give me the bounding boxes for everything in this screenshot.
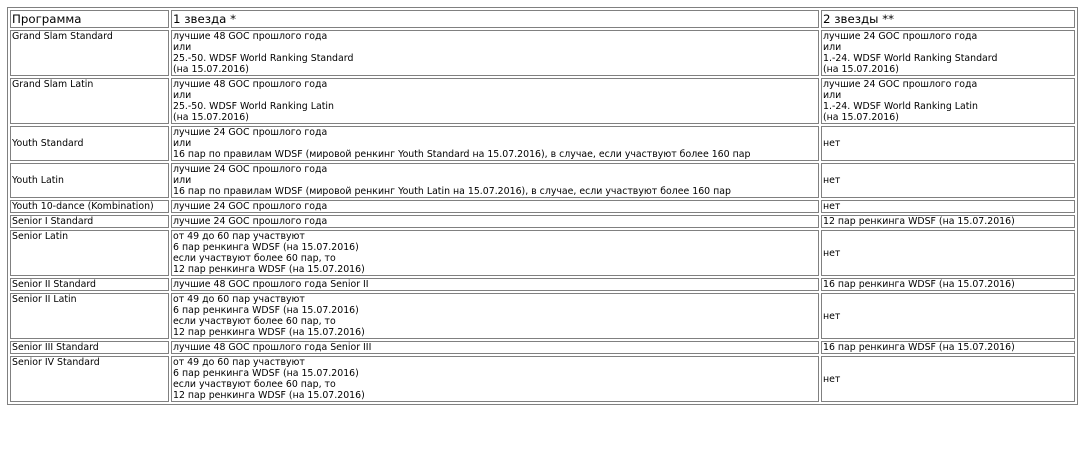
one-star-cell — [171, 30, 819, 76]
program-cell: Senior III Standard — [10, 341, 169, 354]
one-star-line: (на 15.07.2016) — [173, 112, 249, 123]
one-star-cell — [171, 78, 819, 124]
two-stars-line: нет — [823, 201, 841, 212]
one-star-line: 25.-50. WDSF World Ranking Standard — [173, 53, 354, 64]
program-cell: Senior II Standard — [10, 278, 169, 291]
two-stars-cell — [821, 230, 1075, 276]
program-cell: Youth 10-dance (Kombination) — [10, 200, 169, 213]
one-star-cell — [171, 356, 819, 402]
header-program: Программа — [10, 10, 169, 28]
table-row — [10, 126, 1075, 161]
one-star-cell — [171, 200, 819, 213]
one-star-cell — [171, 230, 819, 276]
two-stars-line: 16 пар ренкинга WDSF (на 15.07.2016) — [823, 279, 1015, 290]
two-stars-line: 16 пар ренкинга WDSF (на 15.07.2016) — [823, 342, 1015, 353]
one-star-cell — [171, 126, 819, 161]
one-star-line: или — [173, 90, 192, 101]
header-two-stars: 2 звезды ** — [821, 10, 1075, 28]
one-star-line: 6 пар ренкинга WDSF (на 15.07.2016) — [173, 242, 359, 253]
header-row — [10, 10, 1075, 28]
one-star-line: 12 пар ренкинга WDSF (на 15.07.2016) — [173, 390, 365, 401]
one-star-line: лучшие 24 GOC прошлого года — [173, 164, 328, 175]
two-stars-cell — [821, 126, 1075, 161]
table-row — [10, 78, 1075, 124]
one-star-line: 12 пар ренкинга WDSF (на 15.07.2016) — [173, 327, 365, 338]
two-stars-line: или — [823, 90, 842, 101]
program-cell: Youth Latin — [10, 163, 169, 198]
two-stars-line: нет — [823, 310, 841, 322]
table-row — [10, 356, 1075, 402]
one-star-cell — [171, 163, 819, 198]
one-star-line: если участвуют более 60 пар, то — [173, 316, 336, 327]
one-star-cell — [171, 215, 819, 228]
one-star-cell — [171, 278, 819, 291]
table-row — [10, 215, 1075, 228]
two-stars-line: лучшие 24 GOC прошлого года — [823, 31, 978, 42]
two-stars-cell — [821, 215, 1075, 228]
one-star-line: 6 пар ренкинга WDSF (на 15.07.2016) — [173, 305, 359, 316]
program-cell: Grand Slam Standard — [10, 30, 169, 76]
one-star-line: если участвуют более 60 пар, то — [173, 253, 336, 264]
one-star-line: лучшие 24 GOC прошлого года — [173, 201, 328, 212]
program-cell: Senior II Latin — [10, 293, 169, 339]
two-stars-line: (на 15.07.2016) — [823, 112, 899, 123]
one-star-line: лучшие 48 GOC прошлого года — [173, 79, 328, 90]
one-star-line: (на 15.07.2016) — [173, 64, 249, 75]
table-row — [10, 341, 1075, 354]
two-stars-line: нет — [823, 247, 841, 259]
one-star-line: 25.-50. WDSF World Ranking Latin — [173, 101, 334, 112]
two-stars-line: или — [823, 42, 842, 53]
two-stars-cell — [821, 356, 1075, 402]
one-star-line: 16 пар по правилам WDSF (мировой ренкинг Youth Latin на 15.07.2016), в случае, если участвуют более 160 пар — [173, 186, 731, 197]
two-stars-cell — [821, 341, 1075, 354]
one-star-cell — [171, 293, 819, 339]
two-stars-line: лучшие 24 GOC прошлого года — [823, 79, 978, 90]
two-stars-cell — [821, 200, 1075, 213]
one-star-line: лучшие 24 GOC прошлого года — [173, 216, 328, 227]
header-one-star: 1 звезда * — [171, 10, 819, 28]
one-star-line: от 49 до 60 пар участвуют — [173, 357, 305, 368]
two-stars-cell — [821, 278, 1075, 291]
table-row — [10, 163, 1075, 198]
two-stars-line: нет — [823, 175, 841, 186]
program-cell: Grand Slam Latin — [10, 78, 169, 124]
one-star-line: или — [173, 42, 192, 53]
one-star-line: или — [173, 175, 192, 186]
program-cell: Youth Standard — [10, 126, 169, 161]
two-stars-line: нет — [823, 373, 841, 385]
one-star-line: 12 пар ренкинга WDSF (на 15.07.2016) — [173, 264, 365, 275]
two-stars-cell — [821, 78, 1075, 124]
table-row — [10, 200, 1075, 213]
two-stars-cell — [821, 30, 1075, 76]
one-star-line: от 49 до 60 пар участвуют — [173, 294, 305, 305]
two-stars-line: нет — [823, 138, 841, 149]
table-row — [10, 293, 1075, 339]
one-star-line: или — [173, 138, 192, 149]
table-row — [10, 230, 1075, 276]
one-star-line: лучшие 24 GOC прошлого года — [173, 127, 328, 138]
two-stars-line: 1.-24. WDSF World Ranking Latin — [823, 101, 978, 112]
requirements-table — [7, 7, 1078, 405]
one-star-line: лучшие 48 GOC прошлого года Senior III — [173, 342, 372, 353]
one-star-line: лучшие 48 GOC прошлого года — [173, 31, 328, 42]
one-star-line: 6 пар ренкинга WDSF (на 15.07.2016) — [173, 368, 359, 379]
one-star-line: если участвуют более 60 пар, то — [173, 379, 336, 390]
one-star-line: от 49 до 60 пар участвуют — [173, 231, 305, 242]
table-row — [10, 30, 1075, 76]
two-stars-line: 12 пар ренкинга WDSF (на 15.07.2016) — [823, 216, 1015, 227]
two-stars-line: (на 15.07.2016) — [823, 64, 899, 75]
two-stars-line: 1.-24. WDSF World Ranking Standard — [823, 53, 998, 64]
program-cell: Senior Latin — [10, 230, 169, 276]
one-star-cell — [171, 341, 819, 354]
program-cell: Senior I Standard — [10, 215, 169, 228]
program-cell: Senior IV Standard — [10, 356, 169, 402]
two-stars-cell — [821, 293, 1075, 339]
table-row — [10, 278, 1075, 291]
two-stars-cell — [821, 163, 1075, 198]
one-star-line: 16 пар по правилам WDSF (мировой ренкинг Youth Standard на 15.07.2016), в случае, если участвуют более 160 пар — [173, 149, 751, 160]
one-star-line: лучшие 48 GOC прошлого года Senior II — [173, 279, 369, 290]
